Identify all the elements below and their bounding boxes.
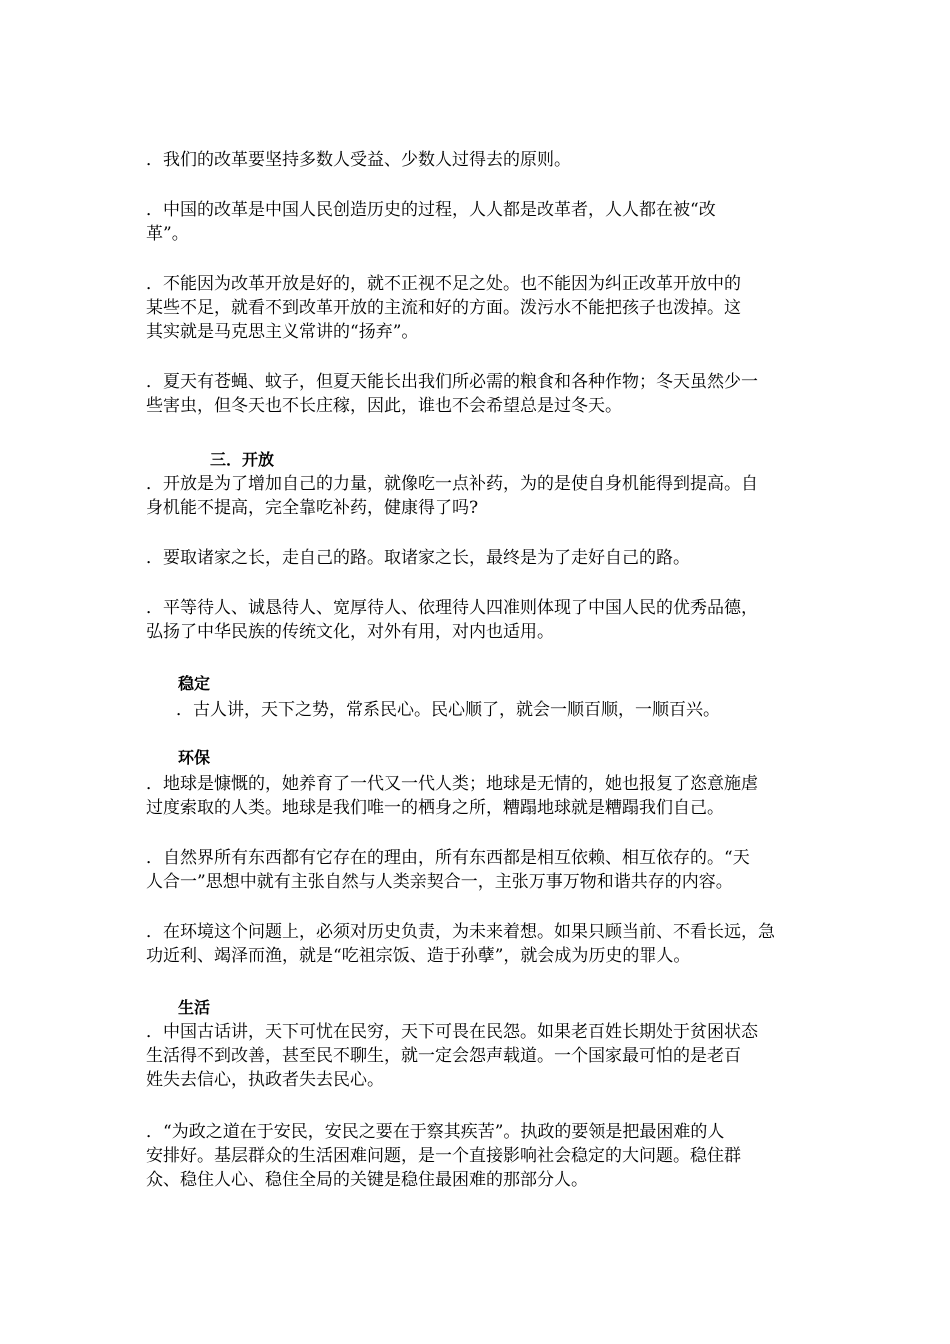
text-line: ．中国的改革是中国人民创造历史的过程，人人都是改革者，人人都在被“改 [146, 200, 716, 220]
text-line: 革”。 [146, 224, 189, 244]
paragraph-summer-winter [146, 370, 816, 418]
text-line: 众、稳住人心、稳住全局的关键是稳住最困难的那部分人。 [146, 1170, 588, 1190]
text-line: 功近利、竭泽而渔，就是“吃祖宗饭、造于孙孽”，就会成为历史的罪人。 [146, 946, 691, 966]
text-line: ．要取诸家之长，走自己的路。取诸家之长，最终是为了走好自己的路。 [146, 548, 690, 568]
section-heading-life: 生活 [178, 998, 211, 1017]
paragraph-popular-will [176, 698, 816, 722]
text-line: ．古人讲，天下之势，常系民心。民心顺了，就会一顺百顺，一顺百兴。 [176, 700, 720, 720]
text-line: ．开放是为了增加自己的力量，就像吃一点补药，为的是使自身机能得到提高。自 [146, 474, 758, 494]
text-line: ．夏天有苍蝇、蚊子，但夏天能长出我们所必需的粮食和各种作物；冬天虽然少一 [146, 372, 758, 392]
paragraph-nature-harmony [146, 846, 816, 894]
paragraph-own-path [146, 546, 816, 570]
text-line: ．平等待人、诚恳待人、宽厚待人、依理待人四准则体现了中国人民的优秀品德， [146, 598, 758, 618]
paragraph-reform-principle [146, 148, 816, 172]
text-line: 些害虫，但冬天也不长庄稼，因此，谁也不会希望总是过冬天。 [146, 396, 622, 416]
paragraph-people-poverty [146, 1020, 816, 1092]
section-heading-stability: 稳定 [178, 674, 211, 693]
section-heading-opening: 三．开放 [210, 450, 275, 469]
paragraph-governance [146, 1120, 816, 1192]
text-line: 某些不足，就看不到改革开放的主流和好的方面。泼污水不能把孩子也泼掉。这 [146, 298, 741, 318]
paragraph-reform-shortcomings [146, 272, 816, 344]
paragraph-four-principles [146, 596, 816, 644]
text-line: ．不能因为改革开放是好的，就不正视不足之处。也不能因为纠正改革开放中的 [146, 274, 741, 294]
text-line: ．地球是慷慨的，她养育了一代又一代人类；地球是无情的，她也报复了恣意施虐 [146, 774, 758, 794]
text-line: ．自然界所有东西都有它存在的理由，所有东西都是相互依赖、相互依存的。“天 [146, 848, 750, 868]
text-line: 过度索取的人类。地球是我们唯一的栖身之所，糟蹋地球就是糟蹋我们自己。 [146, 798, 724, 818]
text-line: 身机能不提高，完全靠吃补药，健康得了吗? [146, 498, 479, 518]
text-line: 其实就是马克思主义常讲的“扬弃”。 [146, 322, 419, 342]
text-line: ．“为政之道在于安民，安民之要在于察其疾苦”。执政的要领是把最困难的人 [146, 1122, 725, 1142]
section-heading-environment: 环保 [178, 748, 211, 767]
text-line: 人合一”思想中就有主张自然与人类亲契合一，主张万事万物和谐共存的内容。 [146, 872, 733, 892]
paragraph-opening-tonic [146, 472, 816, 520]
paragraph-reform-people [146, 198, 816, 246]
paragraph-responsibility [146, 920, 816, 968]
text-line: 安排好。基层群众的生活困难问题，是一个直接影响社会稳定的大问题。稳住群 [146, 1146, 741, 1166]
text-line: 姓失去信心，执政者失去民心。 [146, 1070, 384, 1090]
text-line: ．中国古话讲，天下可忧在民穷，天下可畏在民怨。如果老百姓长期处于贫困状态 [146, 1022, 758, 1042]
paragraph-earth [146, 772, 816, 820]
text-line: ．在环境这个问题上，必须对历史负责，为未来着想。如果只顾当前、不看长远，急 [146, 922, 775, 942]
text-line: 弘扬了中华民族的传统文化，对外有用，对内也适用。 [146, 622, 554, 642]
text-line: 生活得不到改善，甚至民不聊生，就一定会怨声载道。一个国家最可怕的是老百 [146, 1046, 741, 1066]
text-line: ．我们的改革要坚持多数人受益、少数人过得去的原则。 [146, 150, 571, 170]
